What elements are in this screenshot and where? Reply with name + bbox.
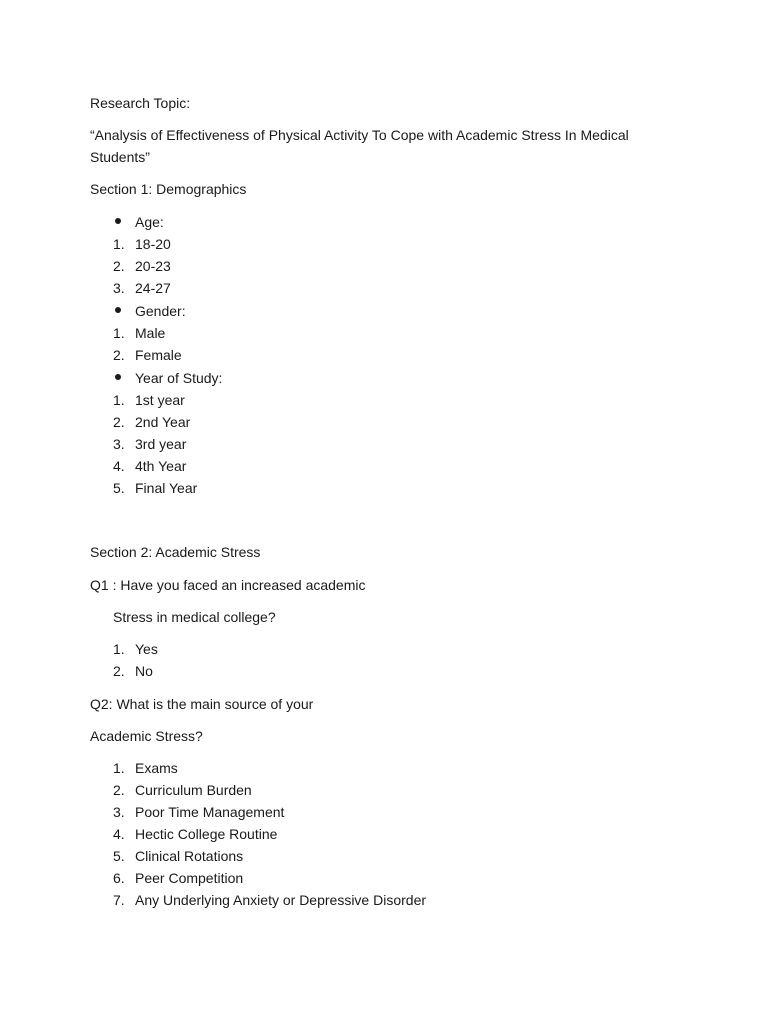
q1-text: Q1 : Have you faced an increased academic bbox=[90, 577, 366, 593]
option-text: Poor Time Management bbox=[135, 804, 285, 820]
section2-heading: Section 2: Academic Stress bbox=[90, 544, 261, 560]
list-number: 2. bbox=[113, 258, 125, 274]
option-text: 4th Year bbox=[135, 458, 187, 474]
list-number: 3. bbox=[113, 280, 125, 296]
bullet-icon bbox=[115, 307, 121, 313]
list-number: 6. bbox=[113, 870, 125, 886]
research-topic-label: Research Topic: bbox=[90, 95, 191, 111]
option-text: No bbox=[135, 663, 153, 679]
option-text: 1st year bbox=[135, 392, 185, 408]
option-text: 24-27 bbox=[135, 280, 171, 296]
option-text: Clinical Rotations bbox=[135, 848, 244, 864]
option-text: Any Underlying Anxiety or Depressive Disorder bbox=[135, 892, 427, 908]
option-text: Final Year bbox=[135, 480, 198, 496]
q2-text: Q2: What is the main source of your bbox=[90, 696, 314, 712]
option-text: 2nd Year bbox=[135, 414, 191, 430]
list-number: 4. bbox=[113, 458, 125, 474]
list-number: 3. bbox=[113, 436, 125, 452]
option-text: Yes bbox=[135, 641, 158, 657]
gender-label: Gender: bbox=[135, 303, 186, 319]
q1-text-continued: Stress in medical college? bbox=[113, 609, 276, 625]
list-number: 4. bbox=[113, 826, 125, 842]
bullet-icon bbox=[115, 374, 121, 380]
list-number: 1. bbox=[113, 641, 125, 657]
option-text: Peer Competition bbox=[135, 870, 244, 886]
option-text: Hectic College Routine bbox=[135, 826, 278, 842]
list-number: 3. bbox=[113, 804, 125, 820]
list-number: 2. bbox=[113, 347, 125, 363]
list-number: 1. bbox=[113, 760, 125, 776]
option-text: Female bbox=[135, 347, 182, 363]
list-number: 1. bbox=[113, 325, 125, 341]
list-number: 1. bbox=[113, 236, 125, 252]
list-number: 2. bbox=[113, 414, 125, 430]
list-number: 2. bbox=[113, 782, 125, 798]
list-number: 5. bbox=[113, 848, 125, 864]
option-text: Curriculum Burden bbox=[135, 782, 252, 798]
list-number: 1. bbox=[113, 392, 125, 408]
age-label: Age: bbox=[135, 214, 164, 230]
option-text: 18-20 bbox=[135, 236, 171, 252]
option-text: 20-23 bbox=[135, 258, 171, 274]
list-number: 5. bbox=[113, 480, 125, 496]
list-number: 2. bbox=[113, 663, 125, 679]
list-number: 7. bbox=[113, 892, 125, 908]
section1-heading: Section 1: Demographics bbox=[90, 181, 247, 197]
q2-text-continued: Academic Stress? bbox=[90, 728, 203, 744]
research-title: “Analysis of Effectiveness of Physical Activity To Cope with Academic Stress In Medical Students” bbox=[90, 127, 629, 165]
option-text: Exams bbox=[135, 760, 178, 776]
option-text: Male bbox=[135, 325, 166, 341]
option-text: 3rd year bbox=[135, 436, 187, 452]
year-label: Year of Study: bbox=[135, 370, 223, 386]
bullet-icon bbox=[115, 218, 121, 224]
